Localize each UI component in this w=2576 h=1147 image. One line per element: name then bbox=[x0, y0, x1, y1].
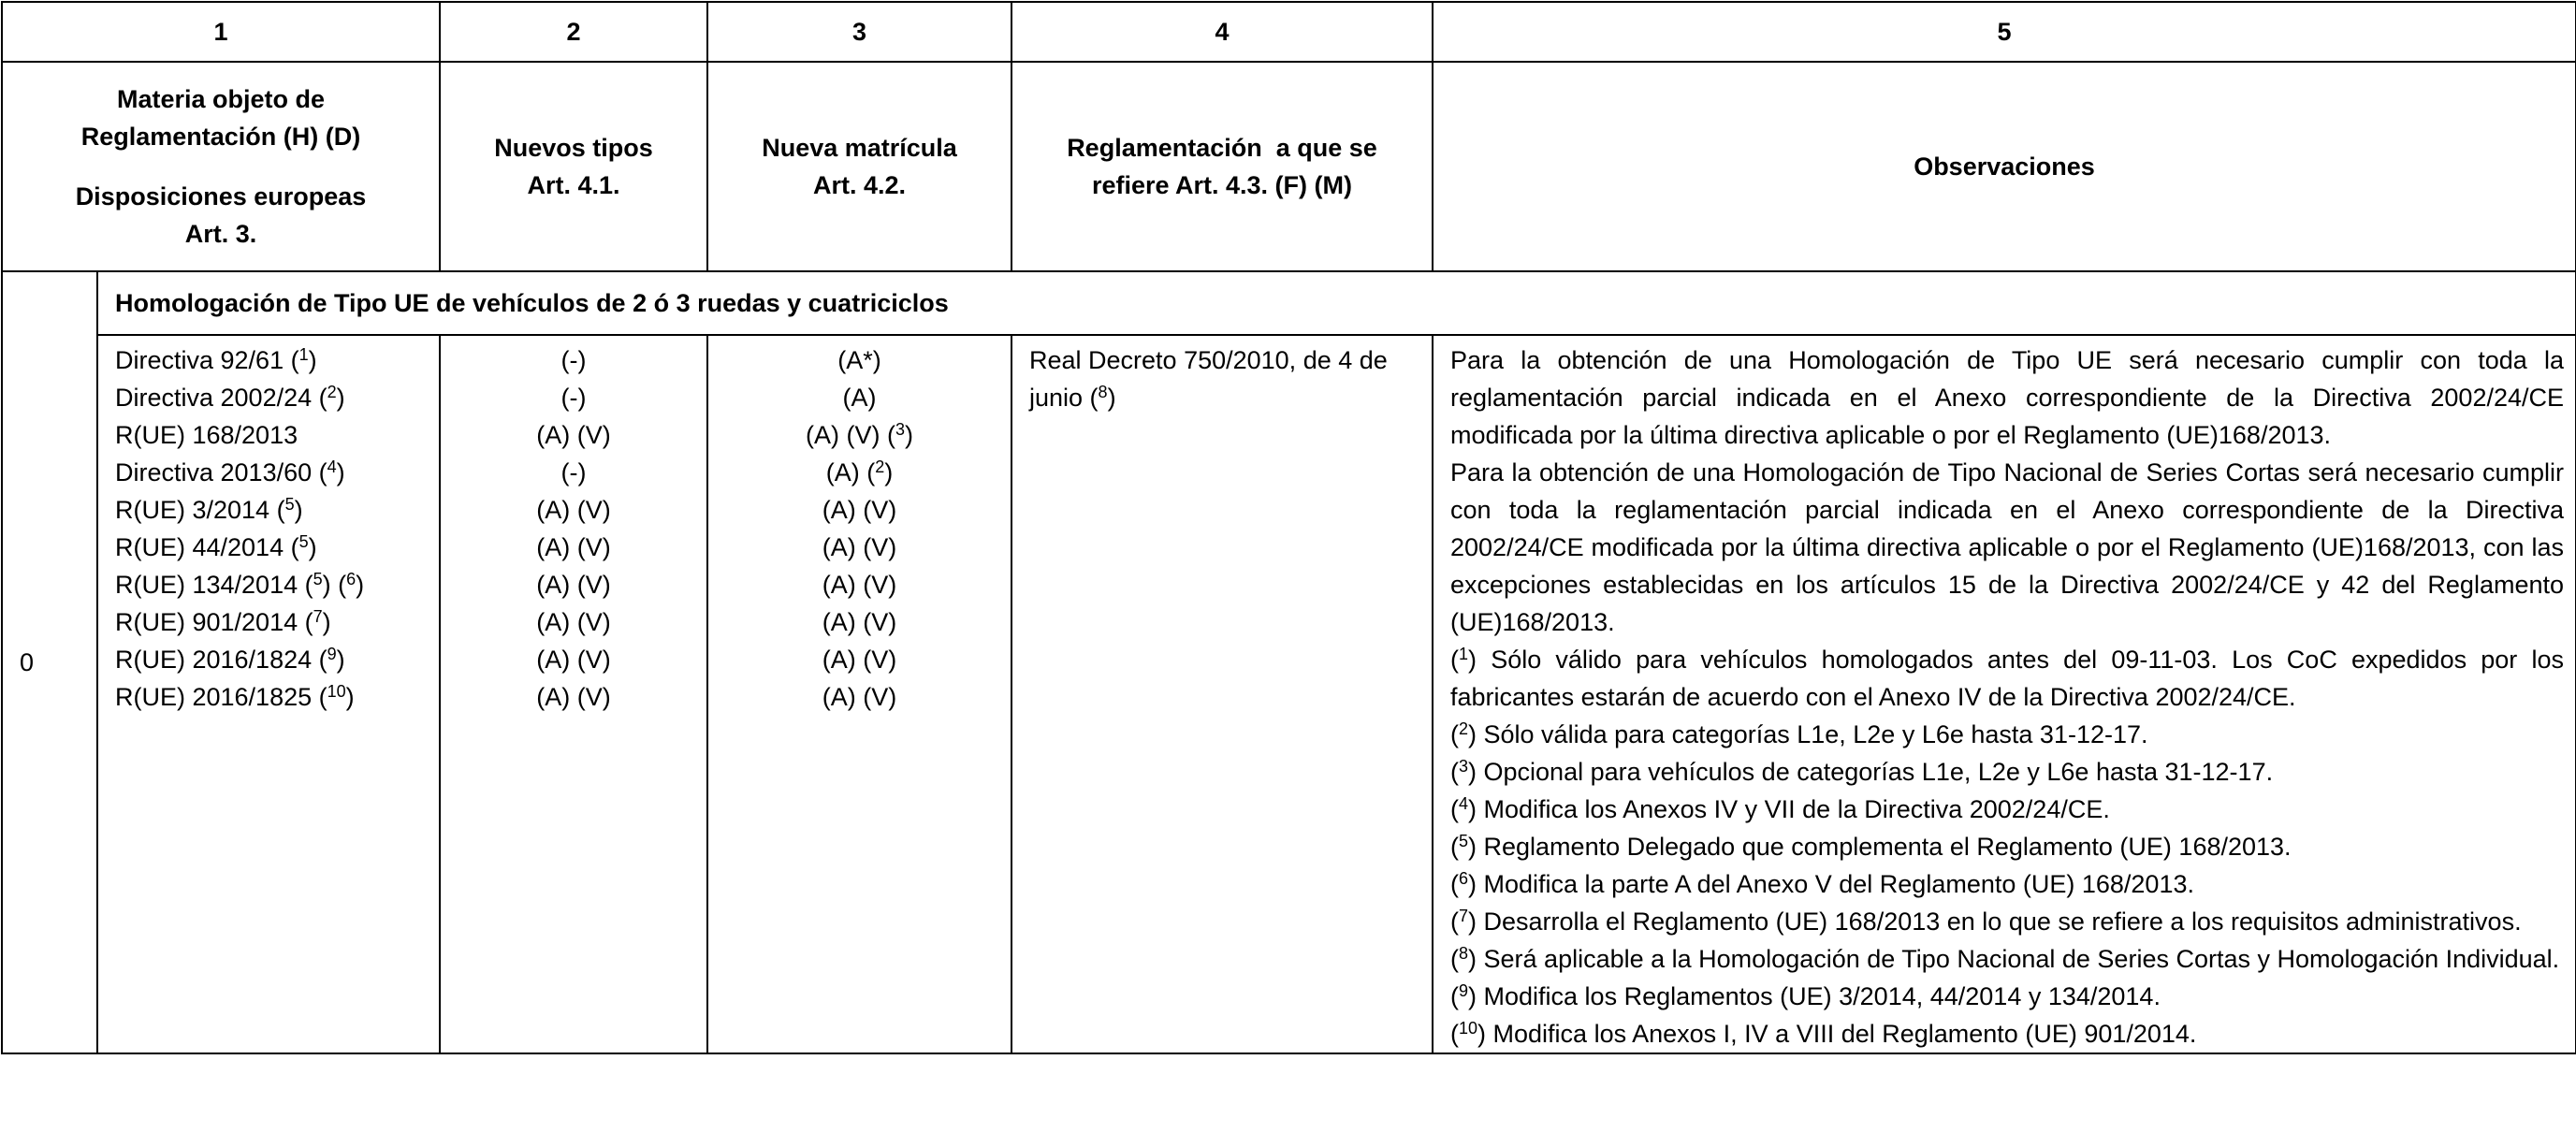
header-disposiciones-line1: Disposiciones europeas bbox=[75, 182, 367, 211]
list-item: (A) (V) bbox=[822, 571, 897, 599]
list-item: (A) (V) bbox=[536, 646, 611, 674]
list-item: R(UE) 901/2014 ($^7$) bbox=[115, 607, 331, 636]
nueva-matricula-cell bbox=[707, 335, 1011, 1053]
list-item: (-) bbox=[560, 384, 587, 412]
list-item: R(UE) 44/2014 ($^5$) bbox=[115, 532, 317, 561]
header-disposiciones-line2: Art. 3. bbox=[184, 220, 257, 248]
list-item: Directiva 2013/60 ($^4$) bbox=[115, 457, 345, 486]
list-item: (A) (V) ($^3$) bbox=[806, 420, 913, 449]
column-header-row bbox=[2, 62, 2576, 271]
footnote-9: ($^9$) Modifica los Reglamentos (UE) 3/2014, 44/2014 y 134/2014. bbox=[1450, 981, 2161, 1010]
footnote-3: ($^3$) Opcional para vehículos de categorías L1e, L2e y L6e hasta 31-12-17. bbox=[1450, 757, 2274, 786]
header-nuevos-tipos-line1: Nuevos tipos bbox=[494, 134, 653, 162]
reglamentacion-footnote-ref: 8 bbox=[1098, 383, 1108, 401]
footnote-8: ($^8$) Será aplicable a la Homologación de Tipo Nacional de Series Cortas y Homologación Individual. bbox=[1450, 944, 2560, 973]
list-item: (A) ($^2$) bbox=[825, 457, 894, 486]
footnote-2: ($^2$) Sólo válida para categorías L1e, L2e y L6e hasta 31-12-17. bbox=[1450, 719, 2148, 748]
section-title: Homologación de Tipo UE de vehículos de 2 ó 3 ruedas y cuatriciclos bbox=[97, 271, 2576, 335]
list-item: (A) (V) bbox=[822, 646, 897, 674]
footnote-4: ($^4$) Modifica los Anexos IV y VII de la Directiva 2002/24/CE. bbox=[1450, 794, 2110, 823]
list-item: (A) (V) bbox=[536, 421, 611, 449]
list-item: (A) (V) bbox=[822, 533, 897, 561]
list-item: R(UE) 2016/1825 ($^{10}$) bbox=[115, 682, 355, 711]
header-reglamentacion-line2: refiere Art. 4.3. (F) (M) bbox=[1091, 171, 1353, 199]
footnote-6: ($^6$) Modifica la parte A del Anexo V del Reglamento (UE) 168/2013. bbox=[1450, 869, 2194, 898]
section-index: 0 bbox=[2, 271, 97, 1053]
observaciones-cell bbox=[1433, 335, 2576, 1053]
list-item: R(UE) 134/2014 ($^5$) ($^6$) bbox=[115, 570, 365, 599]
footnote-5: ($^5$) Reglamento Delegado que complementa el Reglamento (UE) 168/2013. bbox=[1450, 832, 2292, 861]
header-nueva-matricula-line2: Art. 4.2. bbox=[812, 171, 907, 199]
header-nuevos-tipos-line2: Art. 4.1. bbox=[527, 171, 620, 199]
list-item: (A) (V) bbox=[822, 608, 897, 636]
list-item: R(UE) 2016/1824 ($^9$) bbox=[115, 645, 345, 674]
list-item: Directiva 2002/24 ($^2$) bbox=[115, 383, 345, 412]
disposiciones-cell bbox=[97, 335, 440, 1053]
header-reglamentacion-line1: Reglamentación a que se bbox=[1067, 134, 1377, 162]
list-item: (A) bbox=[842, 384, 877, 412]
list-item: (-) bbox=[560, 458, 587, 486]
list-item: (A) (V) bbox=[822, 496, 897, 524]
header-materia-line2: Reglamentación (H) (D) bbox=[80, 123, 361, 151]
list-item: Directiva 92/61 ($^1$) bbox=[115, 345, 317, 374]
column-number-5: 5 bbox=[1433, 2, 2576, 62]
header-materia-line1: Materia objeto de bbox=[116, 85, 326, 113]
list-item: R(UE) 3/2014 ($^5$) bbox=[115, 495, 303, 524]
header-observaciones: Observaciones bbox=[1433, 62, 2576, 271]
header-materia bbox=[2, 62, 440, 271]
reglamentacion-text: Real Decreto 750/2010, de 4 de junio ( bbox=[1029, 346, 1388, 412]
content-row bbox=[2, 335, 2576, 1053]
list-item: (A) (V) bbox=[536, 533, 611, 561]
header-nuevos-tipos bbox=[440, 62, 707, 271]
list-item: (A) (V) bbox=[536, 496, 611, 524]
column-number-row bbox=[2, 2, 2576, 62]
footnote-10: ($^{10}$) Modifica los Anexos I, IV a VIII del Reglamento (UE) 901/2014. bbox=[1450, 1019, 2197, 1048]
column-number-4: 4 bbox=[1011, 2, 1433, 62]
column-number-2: 2 bbox=[440, 2, 707, 62]
observacion-paragraph-1: Para la obtención de una Homologación de Tipo UE será necesario cumplir con toda la reglamentación parcial indicada en el Anexo correspondiente de la Directiva 2002/24/CE modificada por la última directiva aplicable o por el Reglamento (UE)168/2013. bbox=[1450, 346, 2564, 449]
list-item: (-) bbox=[560, 346, 587, 374]
reglamentacion-cell: Real Decreto 750/2010, de 4 de junio ($^8$) bbox=[1011, 335, 1433, 1053]
header-nueva-matricula-line1: Nueva matrícula bbox=[762, 134, 957, 162]
list-item: (A) (V) bbox=[822, 683, 897, 711]
footnote-1: ($^1$) Sólo válido para vehículos homologados antes del 09-11-03. Los CoC expedidos por los fabricantes estarán de acuerdo con el Anexo IV de la Directiva 2002/24/CE. bbox=[1450, 645, 2564, 711]
header-reglamentacion bbox=[1011, 62, 1433, 271]
list-item: (A) (V) bbox=[536, 683, 611, 711]
regulation-table bbox=[1, 1, 2576, 1054]
section-row bbox=[2, 271, 2576, 335]
list-item: R(UE) 168/2013 bbox=[115, 421, 298, 449]
observacion-paragraph-2: Para la obtención de una Homologación de Tipo Nacional de Series Cortas será necesario cumplir con toda la reglamentación parcial indicada en el Anexo correspondiente de la Directiva 2002/24/CE modificada por la última directiva aplicable o por el Reglamento (UE)168/2013, con las excepciones establecidas en los artículos 15 de la Directiva 2002/24/CE y 42 del Reglamento (UE)168/2013. bbox=[1450, 458, 2564, 636]
list-item: (A*) bbox=[837, 346, 881, 374]
column-number-1: 1 bbox=[2, 2, 440, 62]
nuevos-tipos-cell bbox=[440, 335, 707, 1053]
list-item: (A) (V) bbox=[536, 571, 611, 599]
column-number-3: 3 bbox=[707, 2, 1011, 62]
header-nueva-matricula bbox=[707, 62, 1011, 271]
list-item: (A) (V) bbox=[536, 608, 611, 636]
footnote-7: ($^7$) Desarrolla el Reglamento (UE) 168/2013 en lo que se refiere a los requisitos administrativos. bbox=[1450, 907, 2522, 936]
